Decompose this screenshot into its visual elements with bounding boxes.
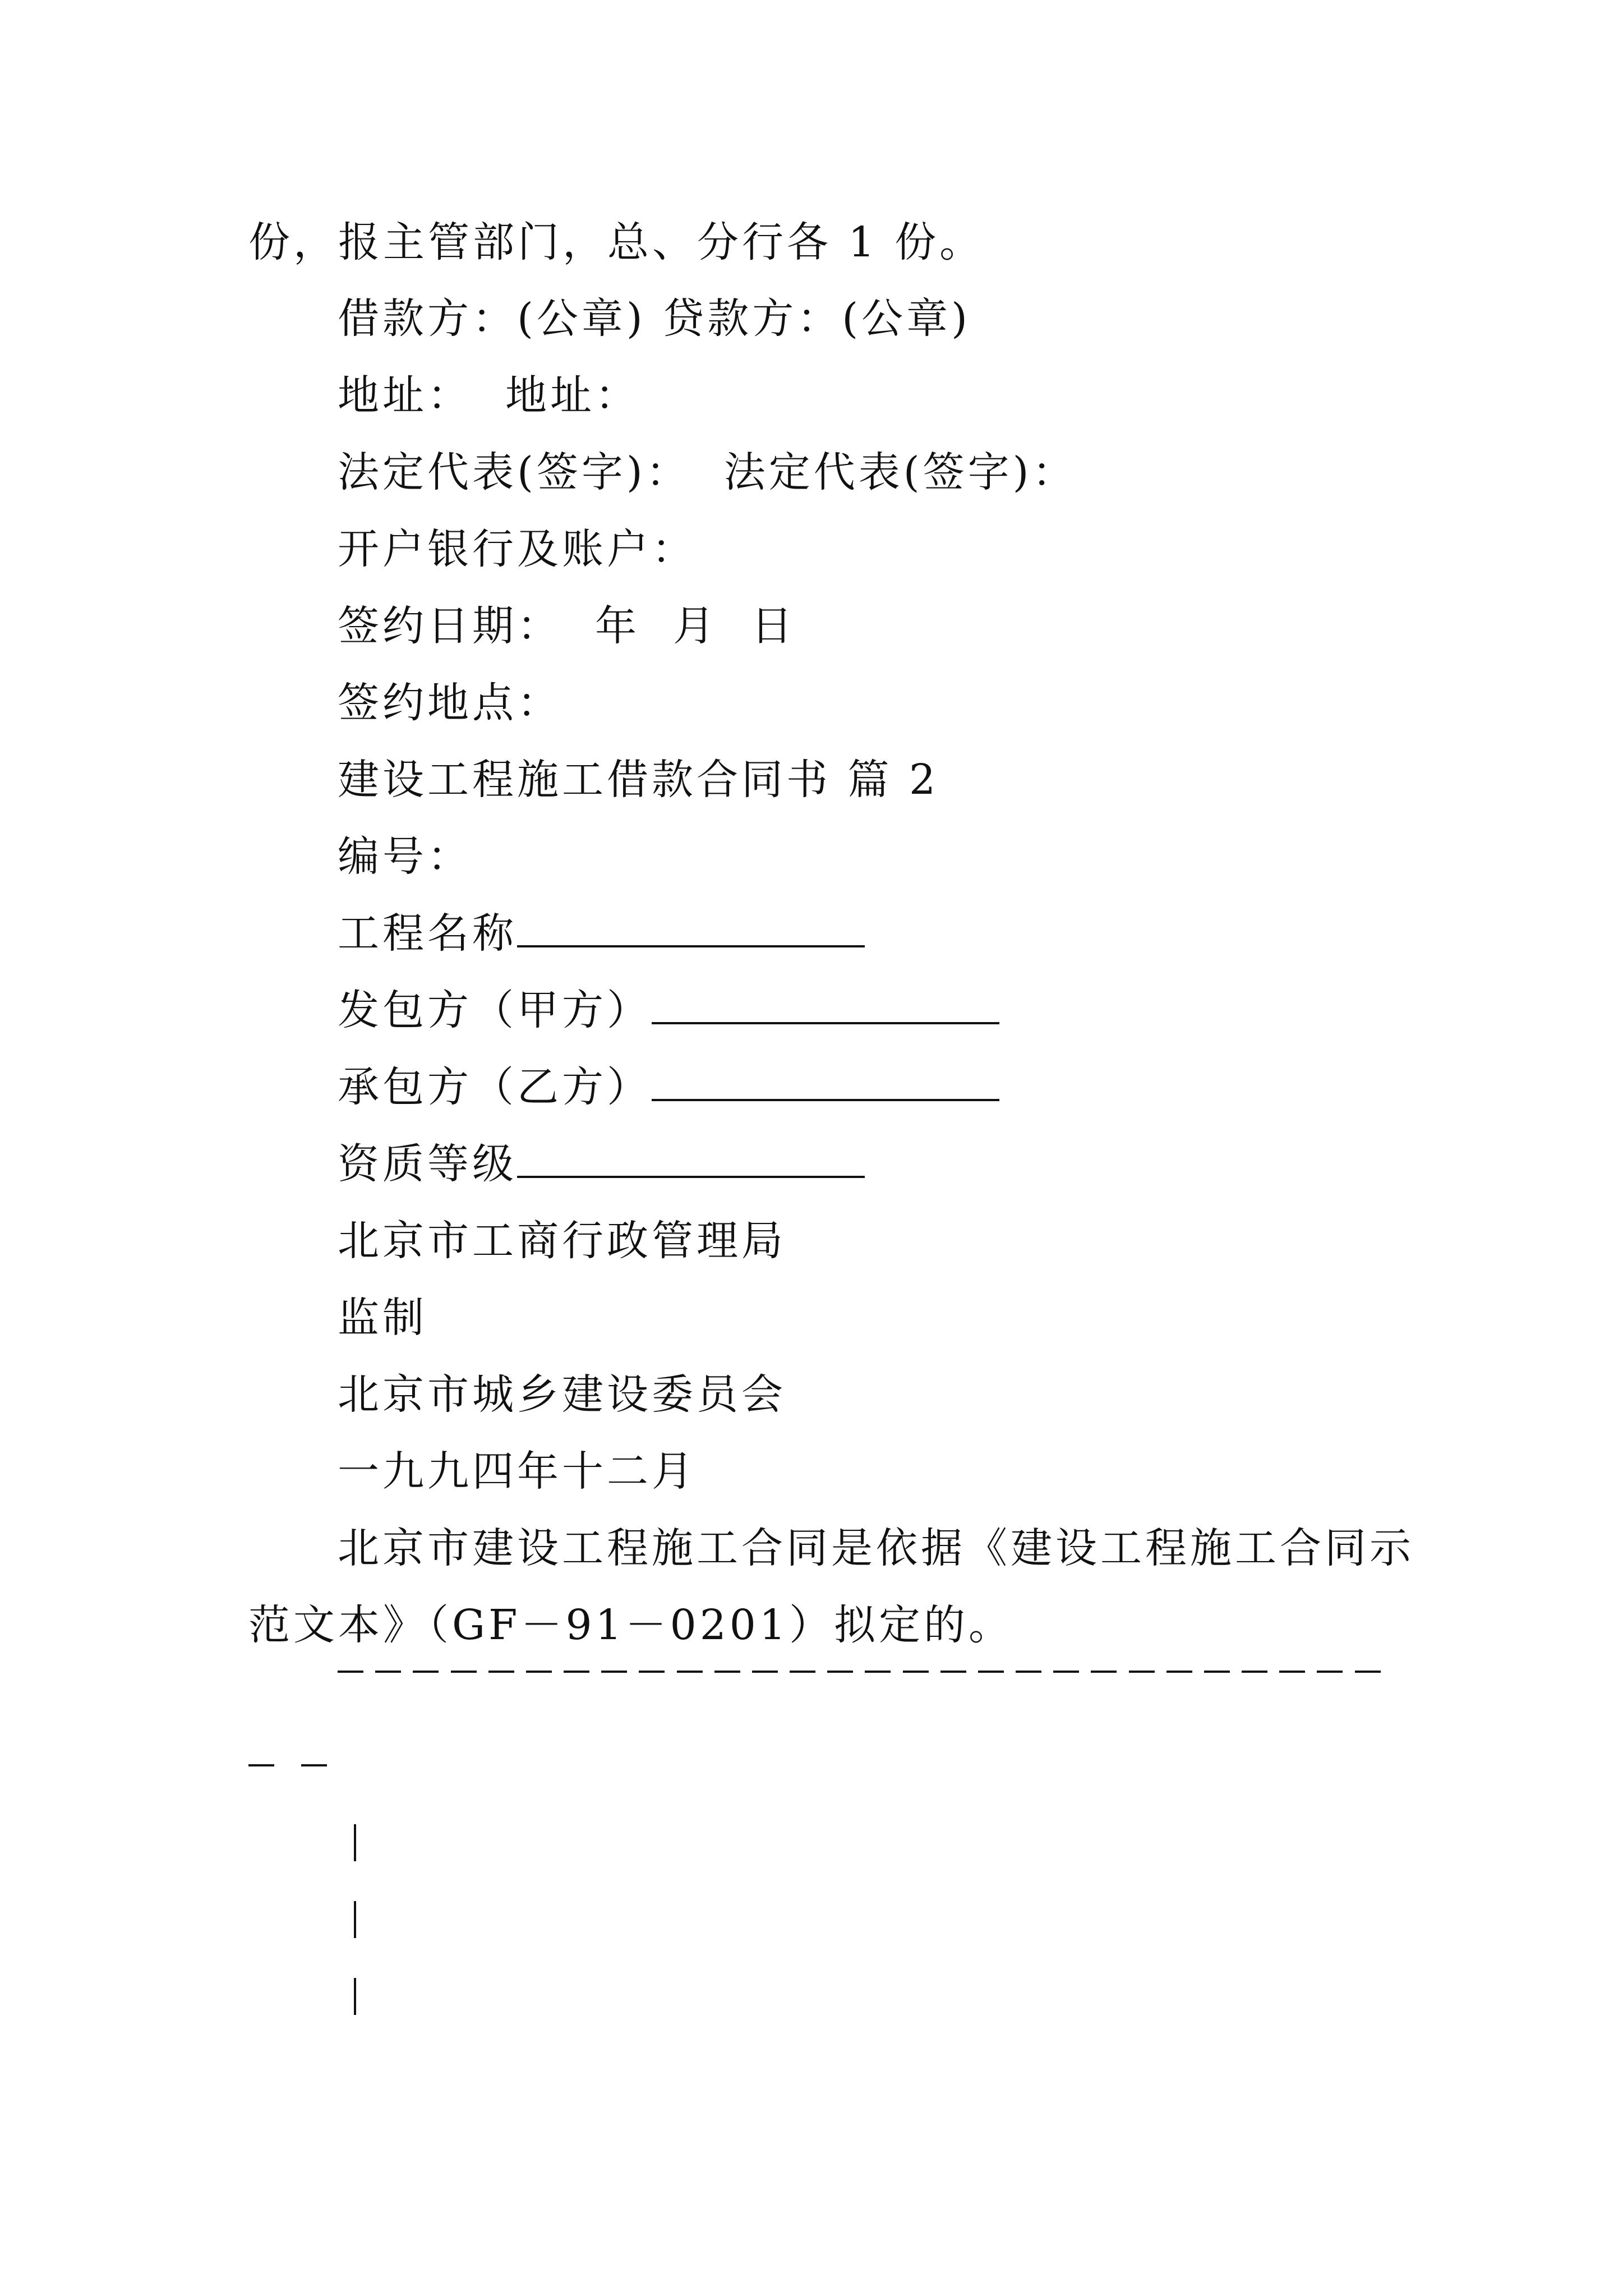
paragraph-line-1: 北京市建设工程施工合同是依据《建设工程施工合同示 bbox=[338, 1524, 1414, 1572]
field-label: 资质等级 bbox=[338, 1140, 517, 1188]
text-line-signing-date: 签约日期： 年 月 日 bbox=[338, 602, 796, 650]
dashed-rule-continuation bbox=[248, 1764, 327, 1770]
text-line-issuer: 北京市工商行政管理局 bbox=[338, 1217, 786, 1265]
field-label: 发包方（甲方） bbox=[338, 986, 652, 1034]
text-line-continuation: 份，报主管部门，总、分行各 1 份。 bbox=[248, 218, 985, 266]
text-line-legal-representative: 法定代表(签字)： 法定代表(签字)： bbox=[338, 448, 1077, 496]
blank-underline bbox=[652, 983, 999, 1024]
text-line-supervision: 监制 bbox=[338, 1294, 427, 1342]
text-line-address: 地址： 地址： bbox=[338, 371, 640, 420]
vertical-bar bbox=[354, 1901, 356, 1938]
field-label: 工程名称 bbox=[338, 909, 517, 958]
field-party-a bbox=[338, 982, 999, 1038]
vertical-bar bbox=[354, 1824, 356, 1861]
text-line-signing-place: 签约地点： bbox=[338, 679, 562, 727]
field-project-name bbox=[338, 905, 865, 961]
text-line-number: 编号： bbox=[338, 832, 472, 881]
text-line-bank-account: 开户银行及账户： bbox=[338, 525, 697, 573]
field-label: 承包方（乙方） bbox=[338, 1063, 652, 1111]
text-line-seals: 借款方：(公章) 贷款方：(公章) bbox=[338, 295, 971, 343]
blank-underline bbox=[517, 906, 865, 947]
field-party-b bbox=[338, 1059, 999, 1115]
text-line-date: 一九九四年十二月 bbox=[338, 1447, 697, 1496]
blank-underline bbox=[517, 1137, 865, 1178]
paragraph-line-2: 范文本》（GF－91－0201）拟定的。 bbox=[248, 1601, 1013, 1649]
section-title: 建设工程施工借款合同书 篇 2 bbox=[338, 756, 939, 804]
field-qualification bbox=[338, 1136, 865, 1192]
dashed-rule bbox=[338, 1671, 1381, 1676]
vertical-bar bbox=[354, 1978, 356, 2015]
blank-underline bbox=[652, 1060, 999, 1101]
text-line-committee: 北京市城乡建设委员会 bbox=[338, 1370, 786, 1419]
